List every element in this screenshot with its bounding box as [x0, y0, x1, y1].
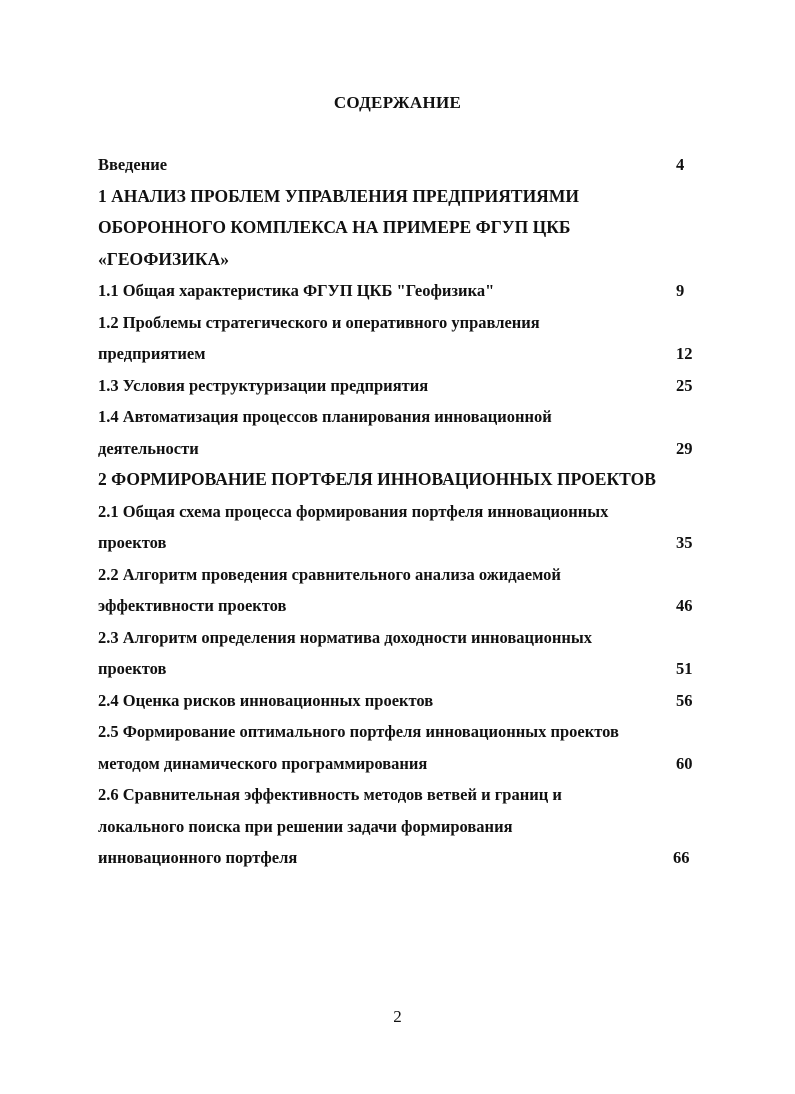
- toc-entry-2-2-cont[interactable]: [98, 590, 698, 622]
- toc-page-number: 12: [676, 344, 693, 363]
- toc-entry-intro[interactable]: [98, 149, 698, 181]
- toc-entry-title: 1.3 Условия реструктуризации предприятия: [98, 375, 429, 395]
- toc-entry-title: 2.6 Сравнительная эффективность методов ветвей и границ и: [98, 785, 562, 804]
- toc-entry-2-6-cont[interactable]: [98, 811, 698, 843]
- toc-entry-title: Введение: [98, 155, 168, 174]
- toc-entry-title: 2.5 Формирование оптимального портфеля инновационных проектов: [98, 722, 619, 741]
- page-title: СОДЕРЖАНИЕ: [333, 93, 462, 112]
- toc-entry-1-2[interactable]: [98, 307, 698, 339]
- toc-entry-title: инновационного портфеля: [98, 848, 298, 867]
- toc-entry-title: эффективности проектов: [98, 596, 287, 615]
- toc-entry-title: предприятием: [98, 344, 206, 363]
- toc-entry-1-4[interactable]: [98, 401, 698, 433]
- toc-page-number: 66: [673, 848, 690, 867]
- toc-entry-title: 2.3 Алгоритм определения норматива доходности инновационных: [98, 627, 592, 647]
- page-number: 2: [393, 1007, 402, 1026]
- toc-entry-2-2[interactable]: [98, 559, 698, 591]
- toc-chapter-2-heading[interactable]: [98, 464, 698, 496]
- toc-entry-title: проектов: [98, 533, 167, 552]
- toc-entry-title: 2.1 Общая схема процесса формирования портфеля инновационных: [98, 501, 609, 521]
- toc-entry-2-5[interactable]: [98, 716, 698, 748]
- toc-entry-title: методом динамического программирования: [98, 753, 428, 773]
- toc-chapter-1-heading-line-1[interactable]: [98, 181, 698, 213]
- chapter-heading-text: ОБОРОННОГО КОМПЛЕКСА НА ПРИМЕРЕ ФГУП ЦКБ: [98, 217, 571, 237]
- toc-entry-title: 1.2 Проблемы стратегического и оперативного управления: [98, 312, 540, 332]
- toc-entry-title: 1.4 Автоматизация процессов планирования инновационной: [98, 407, 552, 426]
- toc-entry-2-3-cont[interactable]: [98, 653, 698, 685]
- toc-entry-2-1-cont[interactable]: [98, 527, 698, 559]
- chapter-heading-text: 2 ФОРМИРОВАНИЕ ПОРТФЕЛЯ ИННОВАЦИОННЫХ ПРОЕКТОВ: [98, 469, 656, 489]
- toc-entry-1-3[interactable]: [98, 370, 698, 402]
- chapter-heading-text: «ГЕОФИЗИКА»: [98, 248, 229, 269]
- toc-page-number: 25: [676, 375, 693, 395]
- toc-entry-2-1[interactable]: [98, 496, 698, 528]
- toc-page-number: 29: [676, 438, 693, 458]
- toc-page-number: 35: [676, 533, 693, 552]
- toc-entry-1-1[interactable]: [98, 275, 698, 307]
- toc-page-number: 56: [676, 690, 693, 710]
- toc-entry-2-3[interactable]: [98, 622, 698, 654]
- toc-entry-1-2-cont[interactable]: [98, 338, 698, 370]
- toc-entry-1-4-cont[interactable]: [98, 433, 698, 465]
- toc-chapter-1-heading-line-2[interactable]: [98, 212, 698, 244]
- toc-page-number: 60: [676, 753, 693, 773]
- toc-entry-title: 1.1 Общая характеристика ФГУП ЦКБ "Геофизика": [98, 281, 495, 300]
- chapter-heading-text: 1 АНАЛИЗ ПРОБЛЕМ УПРАВЛЕНИЯ ПРЕДПРИЯТИЯМИ: [98, 185, 579, 206]
- toc-entry-title: 2.4 Оценка рисков инновационных проектов: [98, 690, 434, 710]
- toc-entry-2-5-cont[interactable]: [98, 748, 698, 780]
- toc-page-number: 51: [676, 659, 693, 678]
- toc-entry-title: проектов: [98, 659, 167, 678]
- toc-entry-2-6[interactable]: [98, 779, 698, 811]
- toc-entry-title: локального поиска при решении задачи формирования: [98, 816, 513, 836]
- toc-page-number: 4: [676, 155, 685, 174]
- toc-entry-title: 2.2 Алгоритм проведения сравнительного анализа ожидаемой: [98, 564, 561, 584]
- toc-entry-2-4[interactable]: [98, 685, 698, 717]
- toc-entry-title: деятельности: [98, 438, 199, 458]
- toc-entry-2-6-cont-2[interactable]: [98, 842, 698, 874]
- toc-chapter-1-heading-line-3[interactable]: [98, 244, 698, 276]
- toc-page-number: 46: [676, 596, 693, 615]
- table-of-contents: [98, 149, 698, 874]
- toc-page-number: 9: [676, 281, 685, 300]
